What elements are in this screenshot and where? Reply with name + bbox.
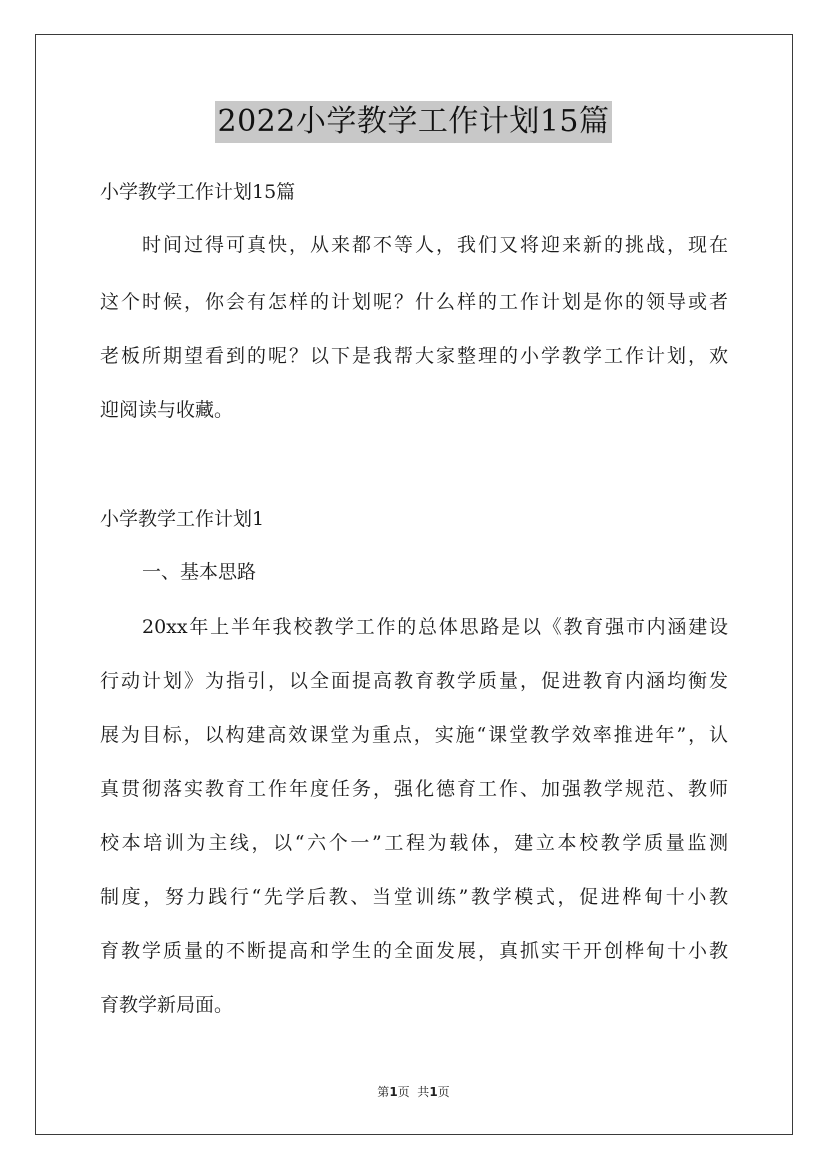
document-subtitle: 小学教学工作计划15篇 bbox=[100, 181, 296, 203]
body-line-7: 育教学质量的不断提高和学生的全面发展，真抓实干开创桦甸十小教 bbox=[100, 940, 728, 962]
intro-line-4: 迎阅读与收藏。 bbox=[100, 399, 234, 421]
subheading: 一、基本思路 bbox=[142, 561, 257, 583]
intro-line-1: 时间过得可真快，从来都不等人，我们又将迎来新的挑战，现在 bbox=[142, 234, 728, 256]
footer-page-mid: 页 共 bbox=[397, 1085, 430, 1099]
footer-page-suffix: 页 bbox=[437, 1085, 450, 1099]
body-line-1: 20xx年上半年我校教学工作的总体思路是以《教育强市内涵建设 bbox=[142, 616, 728, 638]
intro-line-3: 老板所期望看到的呢？以下是我帮大家整理的小学教学工作计划，欢 bbox=[100, 345, 728, 367]
section-heading: 小学教学工作计划1 bbox=[100, 508, 265, 530]
body-line-6: 制度，努力践行“先学后教、当堂训练”教学模式，促进桦甸十小教 bbox=[100, 886, 728, 908]
body-line-2: 行动计划》为指引，以全面提高教育教学质量，促进教育内涵均衡发 bbox=[100, 670, 728, 692]
page-footer bbox=[0, 1083, 827, 1100]
intro-line-2: 这个时候，你会有怎样的计划呢？什么样的工作计划是你的领导或者 bbox=[100, 291, 728, 313]
body-line-5: 校本培训为主线，以“六个一”工程为载体，建立本校教学质量监测 bbox=[100, 832, 728, 854]
body-line-8: 育教学新局面。 bbox=[100, 994, 234, 1016]
footer-page-current: 1 bbox=[389, 1085, 398, 1099]
body-line-3: 展为目标，以构建高效课堂为重点，实施“课堂教学效率推进年”，认 bbox=[100, 724, 728, 746]
document-title: 2022小学教学工作计划15篇 bbox=[215, 101, 611, 143]
footer-page-total: 1 bbox=[429, 1085, 438, 1099]
title-container bbox=[0, 101, 827, 143]
footer-page-prefix: 第 bbox=[377, 1085, 390, 1099]
body-line-4: 真贯彻落实教育工作年度任务，强化德育工作、加强教学规范、教师 bbox=[100, 778, 728, 800]
